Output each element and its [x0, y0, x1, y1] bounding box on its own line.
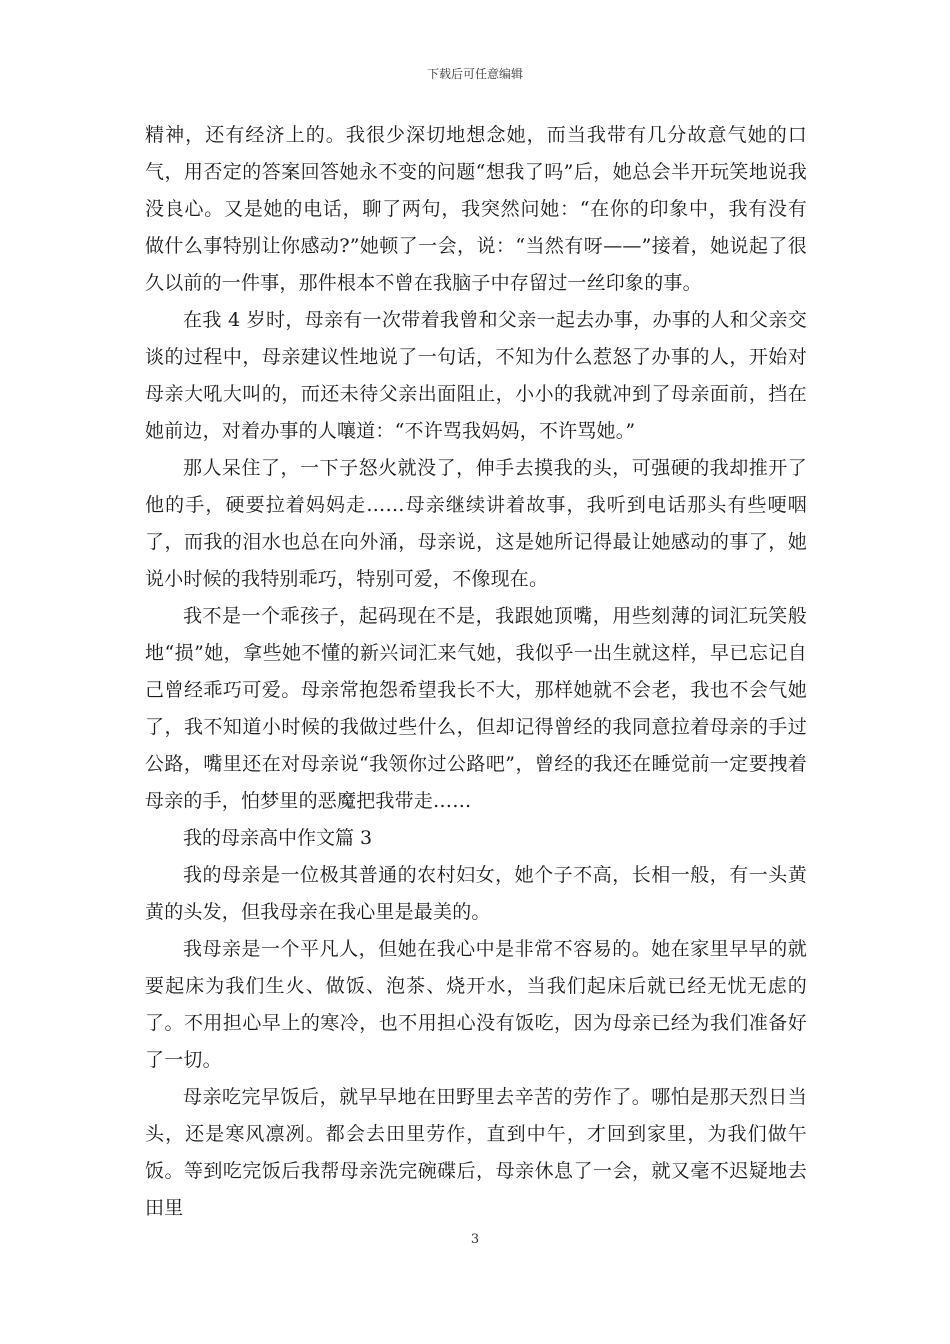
page-header: 下载后可任意编辑: [426, 67, 523, 81]
paragraph: 母亲吃完早饭后，就早早地在田野里去辛苦的劳作了。哪怕是那天烈日当头，还是寒风凛冽。都会去田里劳作，直到中午，才回到家里，为我们做午饭。等到吃完饭后我帮母亲洗完碗碟后，母亲休息了一会，就又毫不迟疑地去田里: [145, 1086, 807, 1219]
page-number: 3: [470, 1232, 480, 1247]
paragraph: 在我 4 岁时，母亲有一次带着我曾和父亲一起去办事，办事的人和父亲交谈的过程中，母亲建议性地说了一句话，不知为什么惹怒了办事的人，开始对母亲大吼大叫的，而还未待父亲出面阻止，小小的我就冲到了母亲面前，挡在她前边，对着办事的人嚷道：“不许骂我妈妈，不许骂她。”: [145, 309, 807, 442]
paragraph: 那人呆住了，一下子怒火就没了，伸手去摸我的头，可强硬的我却推开了他的手，硬要拉着妈妈走……母亲继续讲着故事，我听到电话那头有些哽咽了，而我的泪水也总在向外涌，母亲说，这是她所记得最让她感动的事了，她说小时候的我特别乖巧，特别可爱，不像现在。: [145, 457, 807, 590]
document-body: [145, 117, 807, 1227]
paragraph: 我母亲是一个平凡人，但她在我心中是非常不容易的。她在家里早早的就要起床为我们生火、做饭、泡茶、烧开水，当我们起床后就已经无忧无虑的了。不用担心早上的寒冷，也不用担心没有饭吃，因为母亲已经为我们准备好了一切。: [145, 938, 807, 1071]
paragraph-continuation: 精神，还有经济上的。我很少深切地想念她，而当我带有几分故意气她的口气，用否定的答案回答她永不变的问题“想我了吗”后，她总会半开玩笑地说我没良心。又是她的电话，聊了两句，我突然问她：“在你的印象中，我有没有做什么事特别让你感动?”她顿了一会，说：“当然有呀——”接着，她说起了很久以前的一件事，那件根本不曾在我脑子中存留过一丝印象的事。: [145, 124, 807, 294]
paragraph: 我不是一个乖孩子，起码现在不是，我跟她顶嘴，用些刻薄的词汇玩笑般地“损”她，拿些她不懂的新兴词汇来气她，我似乎一出生就这样，早已忘记自己曾经乖巧可爱。母亲常抱怨希望我长不大，那样她就不会老，我也不会气她了，我不知道小时候的我做过些什么，但却记得曾经的我同意拉着母亲的手过公路，嘴里还在对母亲说“我领你过公路吧”，曾经的我还在睡觉前一定要拽着母亲的手，怕梦里的恶魔把我带走……: [145, 605, 807, 812]
section-heading: 我的母亲高中作文篇 3: [183, 827, 373, 849]
paragraph: 我的母亲是一位极其普通的农村妇女，她个子不高，长相一般，有一头黄黄的头发，但我母亲在我心里是最美的。: [145, 864, 807, 923]
